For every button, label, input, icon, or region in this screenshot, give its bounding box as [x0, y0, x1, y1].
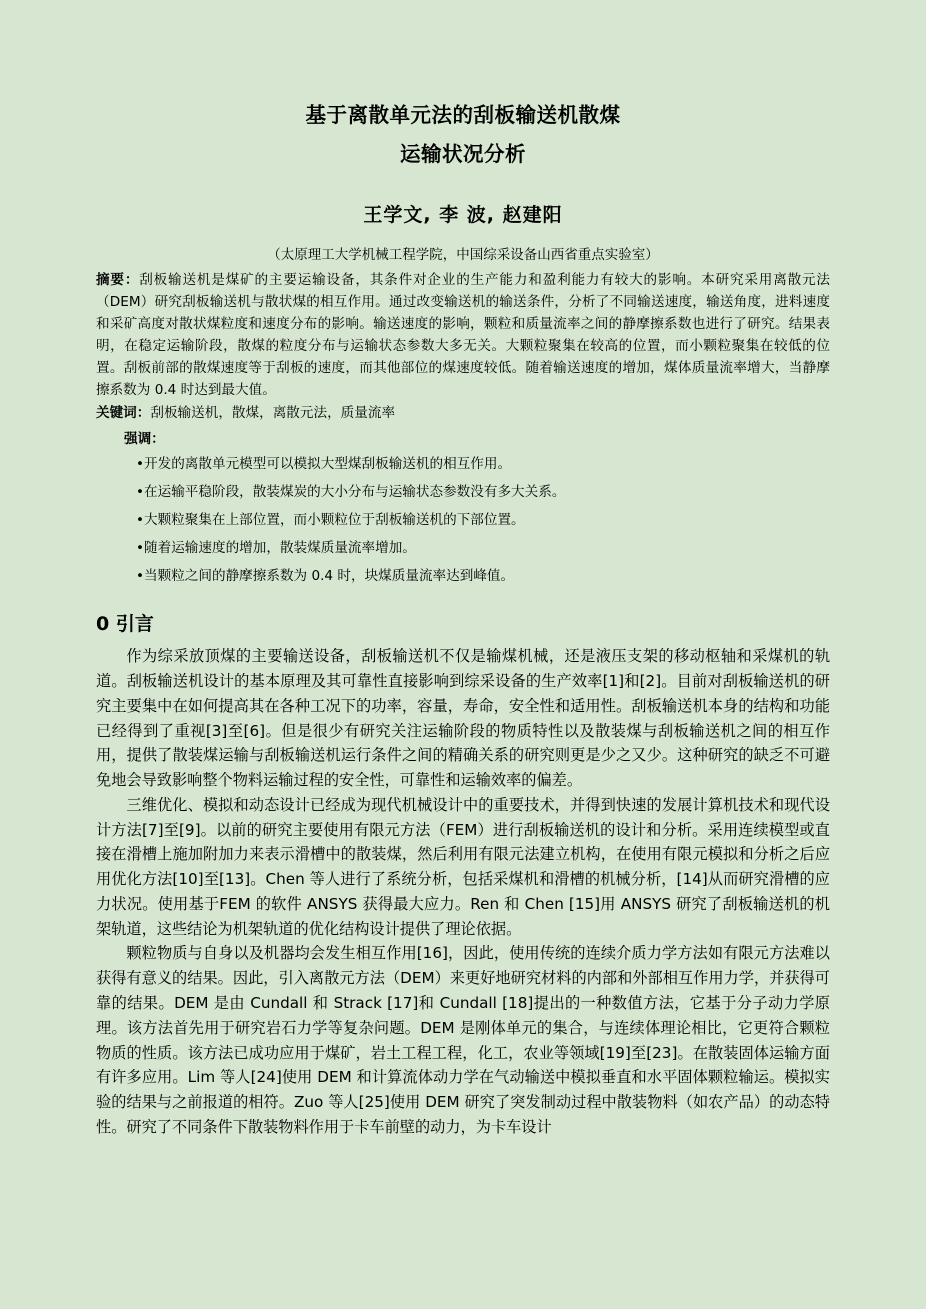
- paper-title: [96, 96, 830, 174]
- affiliation: （太原理工大学机械工程学院，中国综采设备山西省重点实验室）: [267, 246, 659, 263]
- abstract-block: [96, 269, 830, 401]
- highlight-item: •开发的离散单元模型可以模拟大型煤刮板输送机的相互作用。: [136, 455, 512, 472]
- body-paragraph: 颗粒物质与自身以及机器均会发生相互作用[16]，因此，使用传统的连续介质力学方法如有限元方法难以获得有意义的结果。因此，引入离散元方法（DEM）来更好地研究材料的内部和外部相互作用力学，并获得可靠的结果。DEM 是由 Cundall 和 Strack [17]和 Cundall [18]提出的一种数值方法，它基于分子动力学原理。该方法首先用于研究岩石力学等复杂问题。DEM 是刚体单元的集合，与连续体理论相比，它更符合颗粒物质的性质。该方法已成功应用于煤矿，岩土工程工程，化工，农业等领域[19]至[23]。在散装固体运输方面有许多应用。Lim 等人[24]使用 DEM 和计算流体动力学在气动输送中模拟垂直和水平固体颗粒输运。模拟实验的结果与之前报道的相符。Zuo 等人[25]使用 DEM 研究了突发制动过程中散装物料（如农产品）的动态特性。研究了不同条件下散装物料作用于卡车前壁的动力，为卡车设计: [96, 944, 830, 1136]
- highlight-item: •当颗粒之间的静摩擦系数为 0.4 时，块煤质量流率达到峰值。: [136, 568, 515, 585]
- section-heading-introduction: 0 引言: [96, 613, 154, 636]
- highlight-item: •随着运输速度的增加，散装煤质量流率增加。: [136, 540, 416, 557]
- paper-title-line-1: 基于离散单元法的刮板输送机散煤: [305, 103, 621, 127]
- highlight-item: •大颗粒聚集在上部位置，而小颗粒位于刮板输送机的下部位置。: [136, 512, 525, 529]
- keywords-label: 关键词：: [96, 404, 151, 421]
- author-list: 王学文, 李 波, 赵建阳: [363, 203, 563, 226]
- abstract-text: 刮板输送机是煤矿的主要运输设备，其条件对企业的生产能力和盈利能力有较大的影响。本研究采用离散元法（DEM）研究刮板输送机与散状煤的相互作用。通过改变输送机的输送条件，分析了不同输送速度，输送角度，进料速度和采矿高度对散状煤粒度和速度分布的影响。输送速度的影响，颗粒和质量流率之间的静摩擦系数也进行了研究。结果表明，在稳定运输阶段，散煤的粒度分布与运输状态参数大多无关。大颗粒聚集在较高的位置，而小颗粒聚集在较低的位置。刮板前部的散煤速度等于刮板的速度，而其他部位的煤速度较低。随着输送速度的增加，煤体质量流率增大，当静摩擦系数为 0.4 时达到最大值。: [96, 271, 831, 398]
- keywords-text: 刮板输送机，散煤，离散元法，质量流率: [150, 404, 396, 421]
- highlights-label: 强调：: [124, 430, 165, 447]
- body-paragraph: 三维优化、模拟和动态设计已经成为现代机械设计中的重要技术，并得到快速的发展计算机技术和现代设计方法[7]至[9]。以前的研究主要使用有限元方法（FEM）进行刮板输送机的设计和分析。采用连续模型或直接在滑槽上施加附加力来表示滑槽中的散装煤，然后利用有限元法建立机构，在使用有限元模拟和分析之后应用优化方法[10]至[13]。Chen 等人进行了系统分析，包括采煤机和滑槽的机械分析，[14]从而研究滑槽的应力状况。使用基于FEM 的软件 ANSYS 获得最大应力。Ren 和 Chen [15]用 ANSYS 研究了刮板输送机的机架轨道，这些结论为机架轨道的优化结构设计提供了理论依据。: [96, 795, 830, 938]
- highlight-item: •在运输平稳阶段，散装煤炭的大小分布与运输状态参数没有多大关系。: [136, 484, 566, 501]
- abstract-label: 摘要：: [96, 271, 140, 288]
- paper-title-line-2: 运输状况分析: [400, 141, 526, 166]
- keywords-block: [96, 402, 830, 424]
- body-paragraph: 作为综采放顶煤的主要输送设备，刮板输送机不仅是输煤机械，还是液压支架的移动枢轴和采煤机的轨道。刮板输送机设计的基本原理及其可靠性直接影响到综采设备的生产效率[1]和[2]。目前对刮板输送机的研究主要集中在如何提高其在各种工况下的功率，容量，寿命，安全性和适用性。刮板输送机本身的结构和功能已经得到了重视[3]至[6]。但是很少有研究关注运输阶段的物质特性以及散装煤与刮板输送机之间的相互作用，提供了散装煤运输与刮板输送机运行条件之间的精确关系的研究则更是少之又少。这种研究的缺乏不可避免地会导致影响整个物料运输过程的安全性，可靠性和运输效率的偏差。: [96, 647, 830, 790]
